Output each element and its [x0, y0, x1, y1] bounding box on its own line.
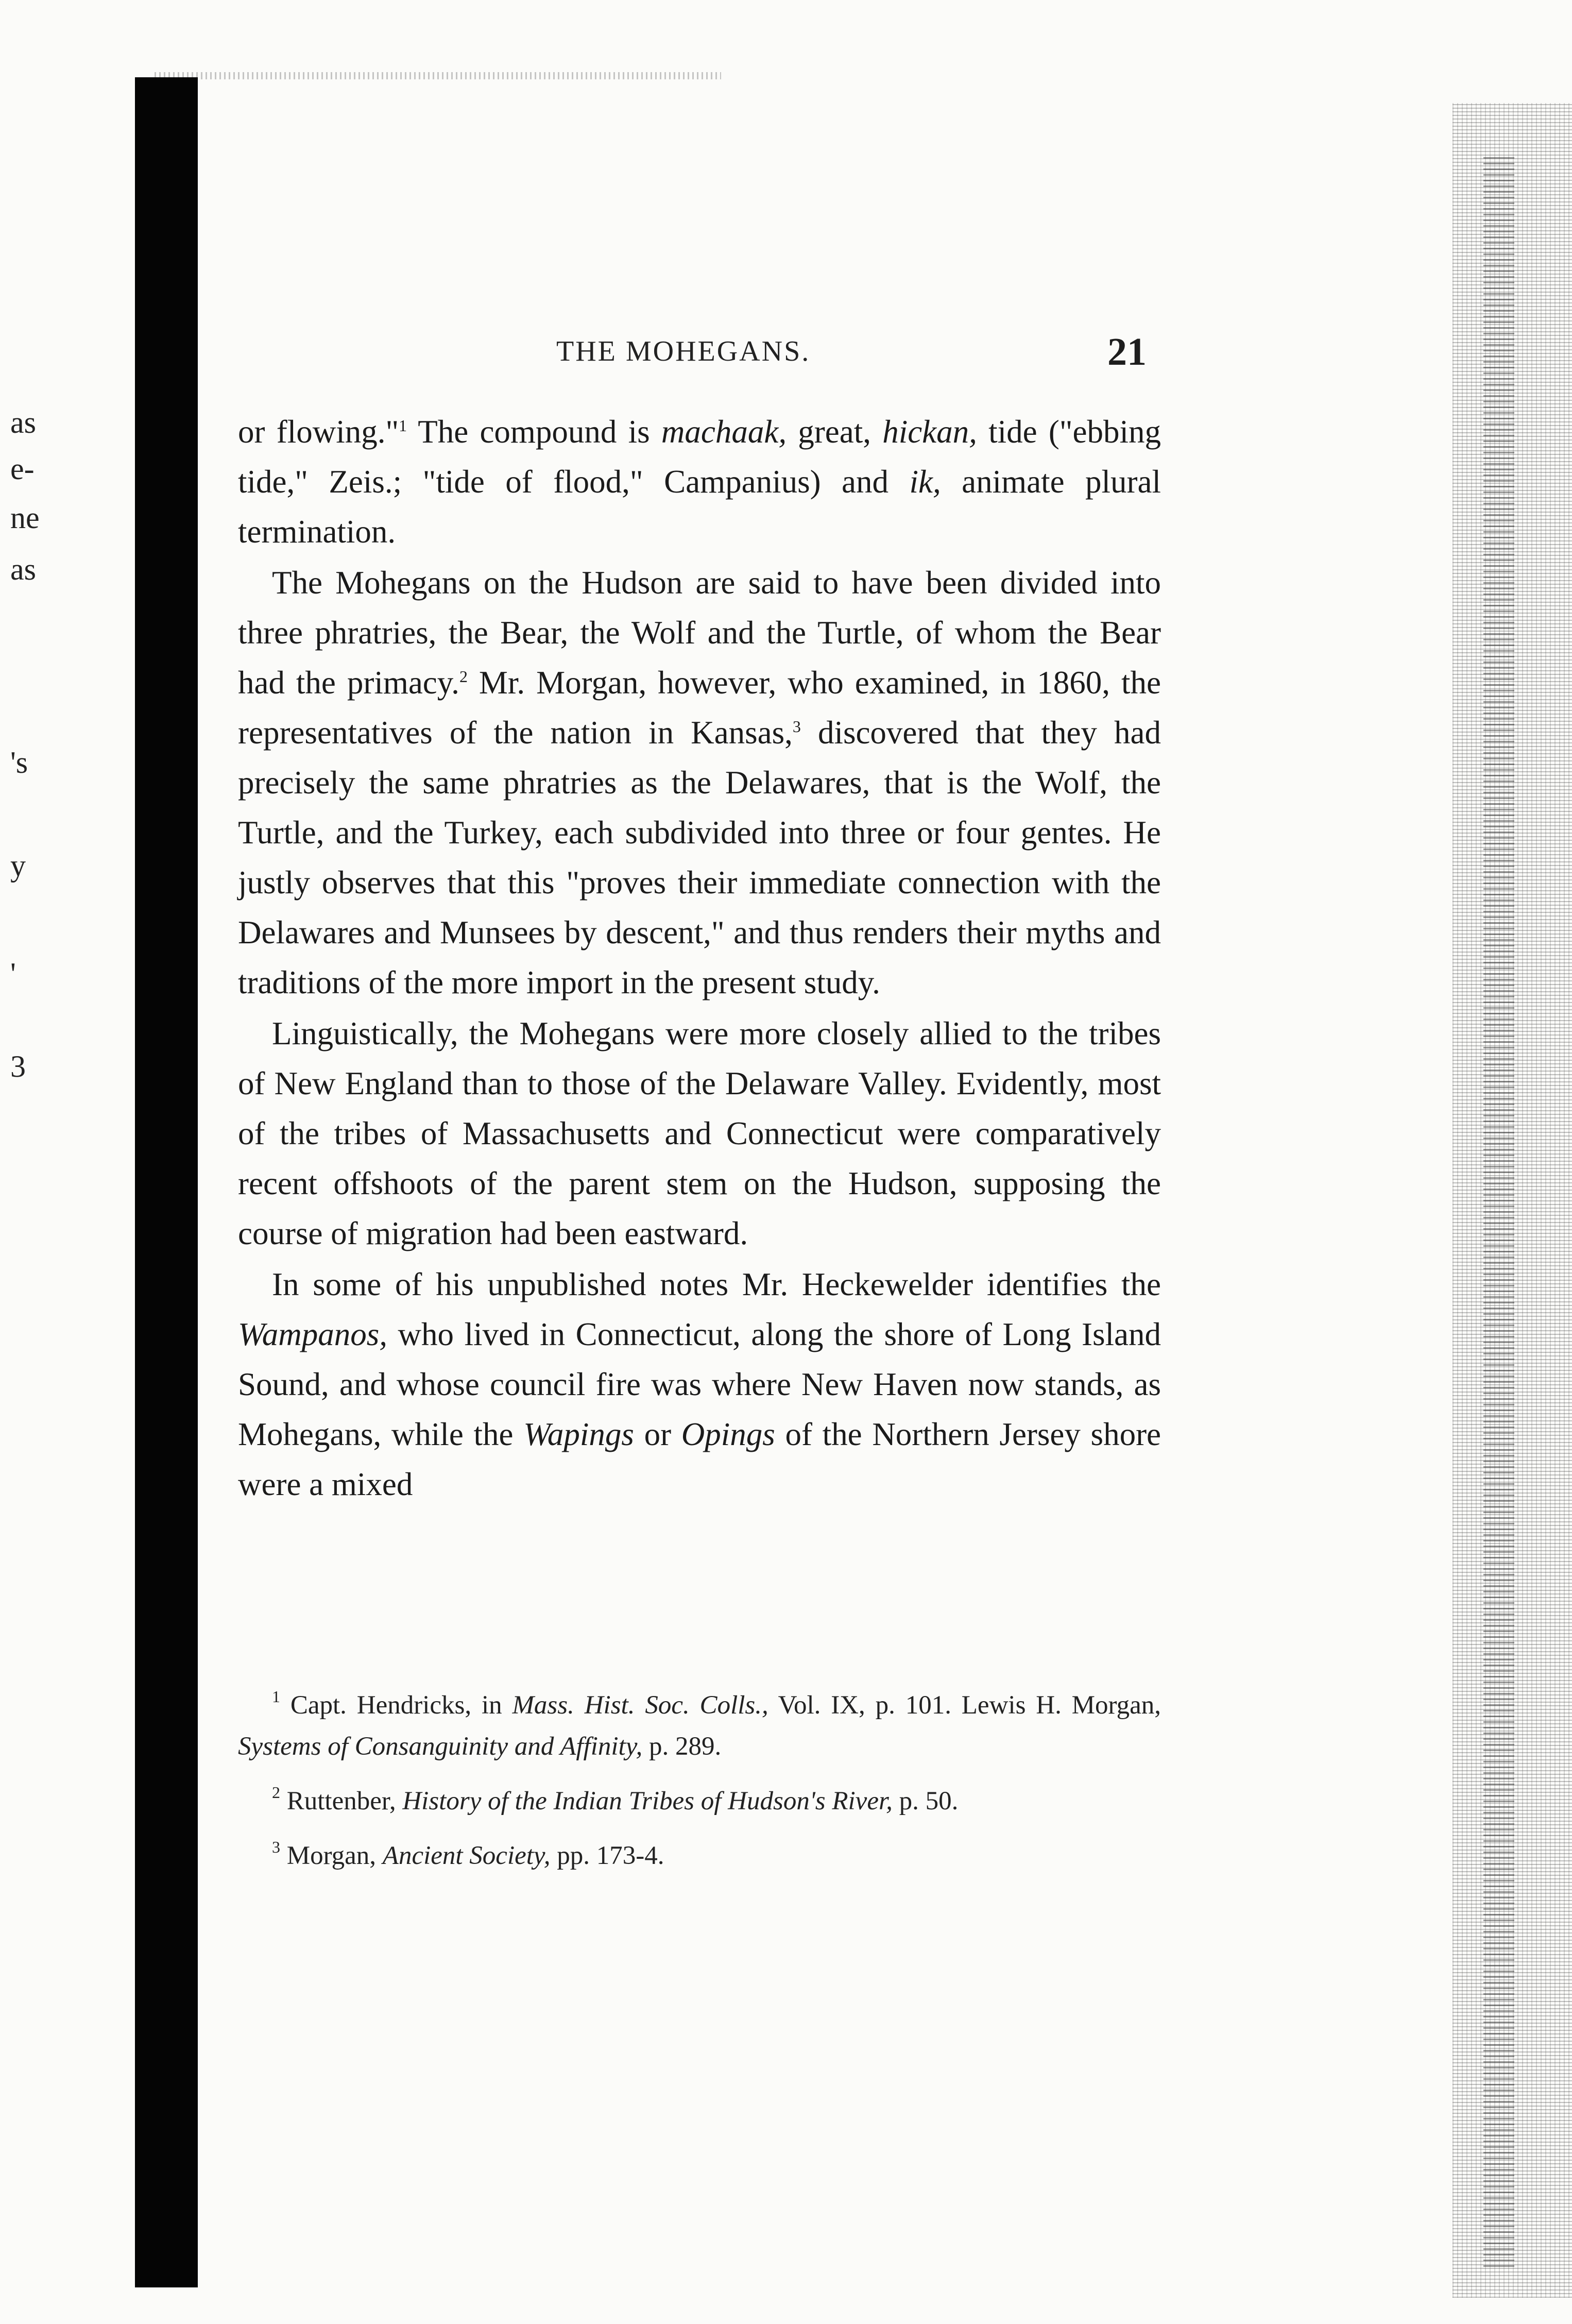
text-span: Vol. IX, p. 101. Lewis H. Morgan,	[768, 1691, 1161, 1720]
facing-page-fragment: e-	[10, 452, 35, 486]
facing-page-fragment: '	[10, 957, 16, 991]
footnote	[238, 1685, 1161, 1767]
italic-span: machaak,	[661, 414, 787, 450]
text-span: In some of his unpublished notes Mr. Heckewelder identifies the	[272, 1266, 1161, 1302]
running-head: THE MOHEGANS.	[556, 335, 811, 367]
scan-edge-texture	[1483, 155, 1514, 2267]
text-span: pp. 173-4.	[550, 1841, 664, 1870]
footnote-marker: 2	[272, 1783, 280, 1802]
italic-span: Wampanos,	[238, 1316, 387, 1352]
italic-span: hickan,	[882, 414, 977, 450]
text-span: who lived in Connecticut, along the shore of Long Island Sound, and whose council fire was where New Haven now stands, as Mohegans, while the	[238, 1316, 1161, 1452]
footnote	[238, 1780, 1161, 1822]
italic-span: Ancient Society,	[382, 1841, 551, 1870]
text-span: discovered that they had precisely the same phratries as the Delawares, that is the Wolf, the Turtle, and the Turkey, each subdivided into three or four gentes. He justly observes that this "proves their immediate connection with the Delawares and Munsees by descent," and thus renders their myths and traditions of the more import in the present study.	[238, 715, 1161, 1000]
text-span: Mr. Morgan, however, who examined, in 1860, the representatives of the nation in Kansas,	[238, 665, 1161, 751]
italic-span: Opings	[681, 1416, 775, 1452]
text-span: p. 289.	[642, 1732, 722, 1761]
footnote	[238, 1835, 1161, 1876]
scan-noise-top	[155, 72, 721, 79]
text-span: or flowing."	[238, 414, 399, 450]
footnote-marker: 1	[399, 416, 407, 435]
footnote-marker: 3	[272, 1838, 280, 1856]
facing-page-fragment: 3	[10, 1049, 26, 1083]
text-span: Linguistically, the Mohegans were more closely allied to the tribes of New England than to those of the Delaware Valley. Evidently, most of the tribes of Massachusetts and Connecticut were comparatively recent offshoots of the parent stem on the Hudson, supposing the course of migration had been eastward.	[238, 1015, 1161, 1251]
paragraph	[238, 1260, 1161, 1509]
text-span: Morgan,	[280, 1841, 383, 1870]
facing-page-fragment: ne	[10, 501, 40, 535]
text-span: great,	[787, 414, 883, 450]
book-binding-shadow	[135, 77, 198, 2287]
footnote-marker: 3	[792, 717, 801, 736]
facing-page-fragment: y	[10, 849, 26, 883]
italic-span: Systems of Consanguinity and Affinity,	[238, 1732, 643, 1761]
italic-span: Wapings	[523, 1416, 634, 1452]
text-span: The compound is	[407, 414, 661, 450]
paragraph	[238, 407, 1161, 557]
text-span: of the Northern Jersey shore were a mixed	[238, 1416, 1161, 1502]
text-span: or	[634, 1416, 681, 1452]
text-span: Ruttenber,	[280, 1787, 403, 1816]
text-span: tide ("ebbing tide," Zeis.; "tide of flood," Campanius) and	[238, 414, 1161, 500]
page-number: 21	[1107, 330, 1147, 374]
facing-page-fragment: as	[10, 552, 36, 586]
footnote-marker: 1	[272, 1687, 280, 1706]
italic-span: History of the Indian Tribes of Hudson's River,	[402, 1787, 893, 1816]
facing-page-fragment: as	[10, 405, 36, 439]
italic-span: ik,	[909, 464, 941, 500]
paragraph	[238, 558, 1161, 1008]
body-text	[238, 407, 1161, 1511]
text-span: Capt. Hendricks, in	[280, 1691, 512, 1720]
footnotes	[238, 1685, 1161, 1890]
footnote-marker: 2	[459, 667, 468, 686]
italic-span: Mass. Hist. Soc. Colls.,	[512, 1691, 768, 1720]
text-span: p. 50.	[892, 1787, 959, 1816]
text-span: animate plural termination.	[238, 464, 1161, 550]
paragraph	[238, 1009, 1161, 1259]
facing-page-fragment: 's	[10, 745, 28, 779]
text-span: The Mohegans on the Hudson are said to have been divided into three phratries, the Bear, the Wolf and the Turtle, of whom the Bear had the primacy.	[238, 565, 1161, 701]
